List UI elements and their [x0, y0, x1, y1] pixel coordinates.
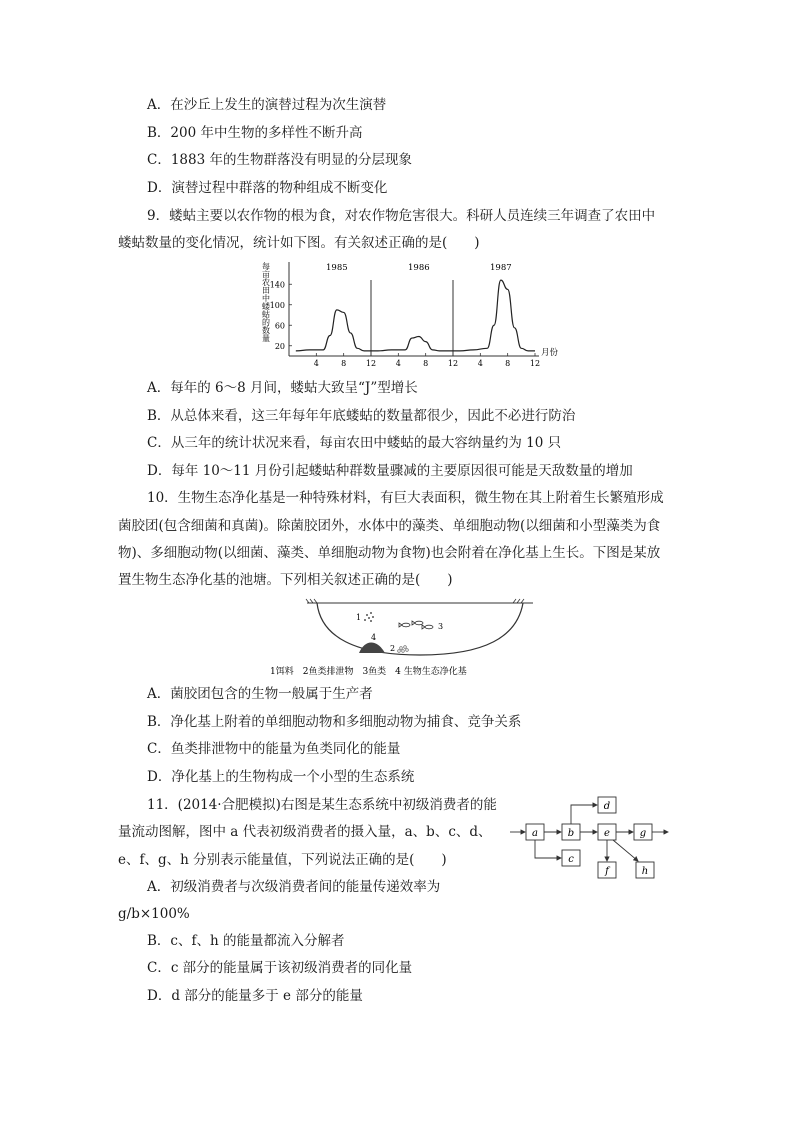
- label-e: e: [604, 828, 610, 839]
- q10-stem-line3: 物)、多细胞动物(以细菌、藻类、单细胞动物为食物)也会附着在净化基上生长。下图是某放: [118, 545, 661, 561]
- x-tick-label: 12: [365, 359, 377, 368]
- q11-option-d: D．d 部分的能量多于 e 部分的能量: [147, 988, 363, 1004]
- label-f: f: [605, 866, 609, 877]
- x-tick-label: 8: [341, 359, 347, 368]
- q9-option-c: C．从三年的统计状况来看，每亩农田中蝼蛄的最大容纳量约为 10 只: [147, 435, 562, 451]
- q10-option-d: D．净化基上的生物构成一个小型的生态系统: [147, 769, 415, 785]
- label-d: d: [603, 801, 611, 812]
- label-num-3: 3: [438, 622, 444, 631]
- label-b: b: [567, 828, 575, 839]
- q9-option-a: A．每年的 6～8 月间，蝼蛄大致呈“J”型增长: [147, 380, 418, 396]
- purifier-base-shape: [359, 643, 385, 654]
- q9-line-chart: [255, 258, 565, 377]
- x-tick-label: 12: [529, 359, 541, 368]
- q11-option-c: C．c 部分的能量属于该初级消费者的同化量: [147, 960, 413, 976]
- x-tick-label: 4: [313, 359, 319, 368]
- q11-stem-line1: 11．(2014·合肥模拟)右图是某生态系统中初级消费者的能: [147, 797, 497, 813]
- q11-stem-line2: 量流动图解，图中 a 代表初级消费者的摄入量，a、b、c、d、: [118, 824, 492, 840]
- pond-legend: 1饵料 2鱼类排泄物 3鱼类 4 生物生态净化基: [270, 667, 467, 677]
- label-g: g: [639, 828, 647, 839]
- q10-option-c: C．鱼类排泄物中的能量为鱼类同化的能量: [147, 741, 401, 757]
- label-num-4: 4: [371, 633, 377, 642]
- q8-option-a: A．在沙丘上发生的演替过程为次生演替: [147, 97, 387, 113]
- y-tick-label: 140: [269, 280, 285, 290]
- q11-option-b: B．c、f、h 的能量都流入分解者: [147, 933, 345, 949]
- y-tick-label: 20: [274, 341, 285, 351]
- q8-option-d: D．演替过程中群落的物种组成不断变化: [147, 180, 388, 196]
- label-a: a: [532, 828, 538, 839]
- x-tick-label: 8: [423, 359, 429, 368]
- year-label: 1986: [408, 263, 430, 273]
- q8-option-b: B．200 年中生物的多样性不断升高: [147, 125, 363, 141]
- q9-stem-line1: 9．蝼蛄主要以农作物的根为食，对农作物危害很大。科研人员连续三年调查了农田中: [147, 208, 656, 224]
- q9-option-b: B．从总体来看，这三年每年年底蝼蛄的数量都很少，因此不必进行防治: [147, 408, 576, 424]
- year-label: 1987: [490, 263, 512, 273]
- y-tick-label: 100: [269, 300, 285, 310]
- label-num-1: 1: [356, 613, 362, 622]
- q11-energy-flow-diagram: [500, 792, 680, 891]
- q10-stem-line2: 菌胶团(包含细菌和真菌)。除菌胶团外，水体中的藻类、单细胞动物(以细菌和小型藻类为食: [118, 518, 661, 534]
- y-tick-label: 60: [274, 321, 285, 331]
- x-tick-label: 4: [477, 359, 483, 368]
- label-c: c: [568, 854, 574, 865]
- q11-option-a-line1: A．初级消费者与次级消费者间的能量传递效率为: [147, 879, 441, 895]
- q10-option-a: A．菌胶团包含的生物一般属于生产者: [147, 686, 373, 702]
- x-axis-label: 月份: [541, 348, 559, 358]
- q9-stem-line2: 蝼蛄数量的变化情况，统计如下图。有关叙述正确的是( ): [118, 235, 480, 251]
- q10-stem-line1: 10．生物生态净化基是一种特殊材料，有巨大表面积，微生物在其上附着生长繁殖形成: [147, 490, 664, 506]
- series-line: [296, 280, 535, 351]
- x-tick-label: 4: [395, 359, 401, 368]
- q11-stem-line3: e、f、g、h 分别表示能量值，下列说法正确的是( ): [118, 852, 447, 868]
- q8-option-c: C．1883 年的生物群落没有明显的分层现象: [147, 152, 412, 168]
- year-label: 1985: [326, 263, 348, 273]
- x-tick-label: 12: [447, 359, 459, 368]
- fish-icon: [399, 621, 433, 629]
- x-tick-label: 8: [505, 359, 511, 368]
- q9-option-d: D．每年 10～11 月份引起蝼蛄种群数量骤减的主要原因很可能是天敌数量的增加: [147, 463, 633, 479]
- q10-option-b: B．净化基上附着的单细胞动物和多细胞动物为捕食、竞争关系: [147, 714, 522, 730]
- label-h: h: [641, 866, 649, 877]
- feed-particles: [364, 612, 374, 622]
- q10-pond-figure: [270, 597, 535, 683]
- q11-option-a-line2: g/b×100%: [118, 906, 190, 922]
- y-axis-label: 每亩农田中蝼蛄的数量: [261, 262, 271, 342]
- excrement-particles: [398, 646, 409, 653]
- q10-stem-line4: 置生物生态净化基的池塘。下列相关叙述正确的是( ): [118, 572, 453, 588]
- label-num-2: 2: [390, 644, 396, 653]
